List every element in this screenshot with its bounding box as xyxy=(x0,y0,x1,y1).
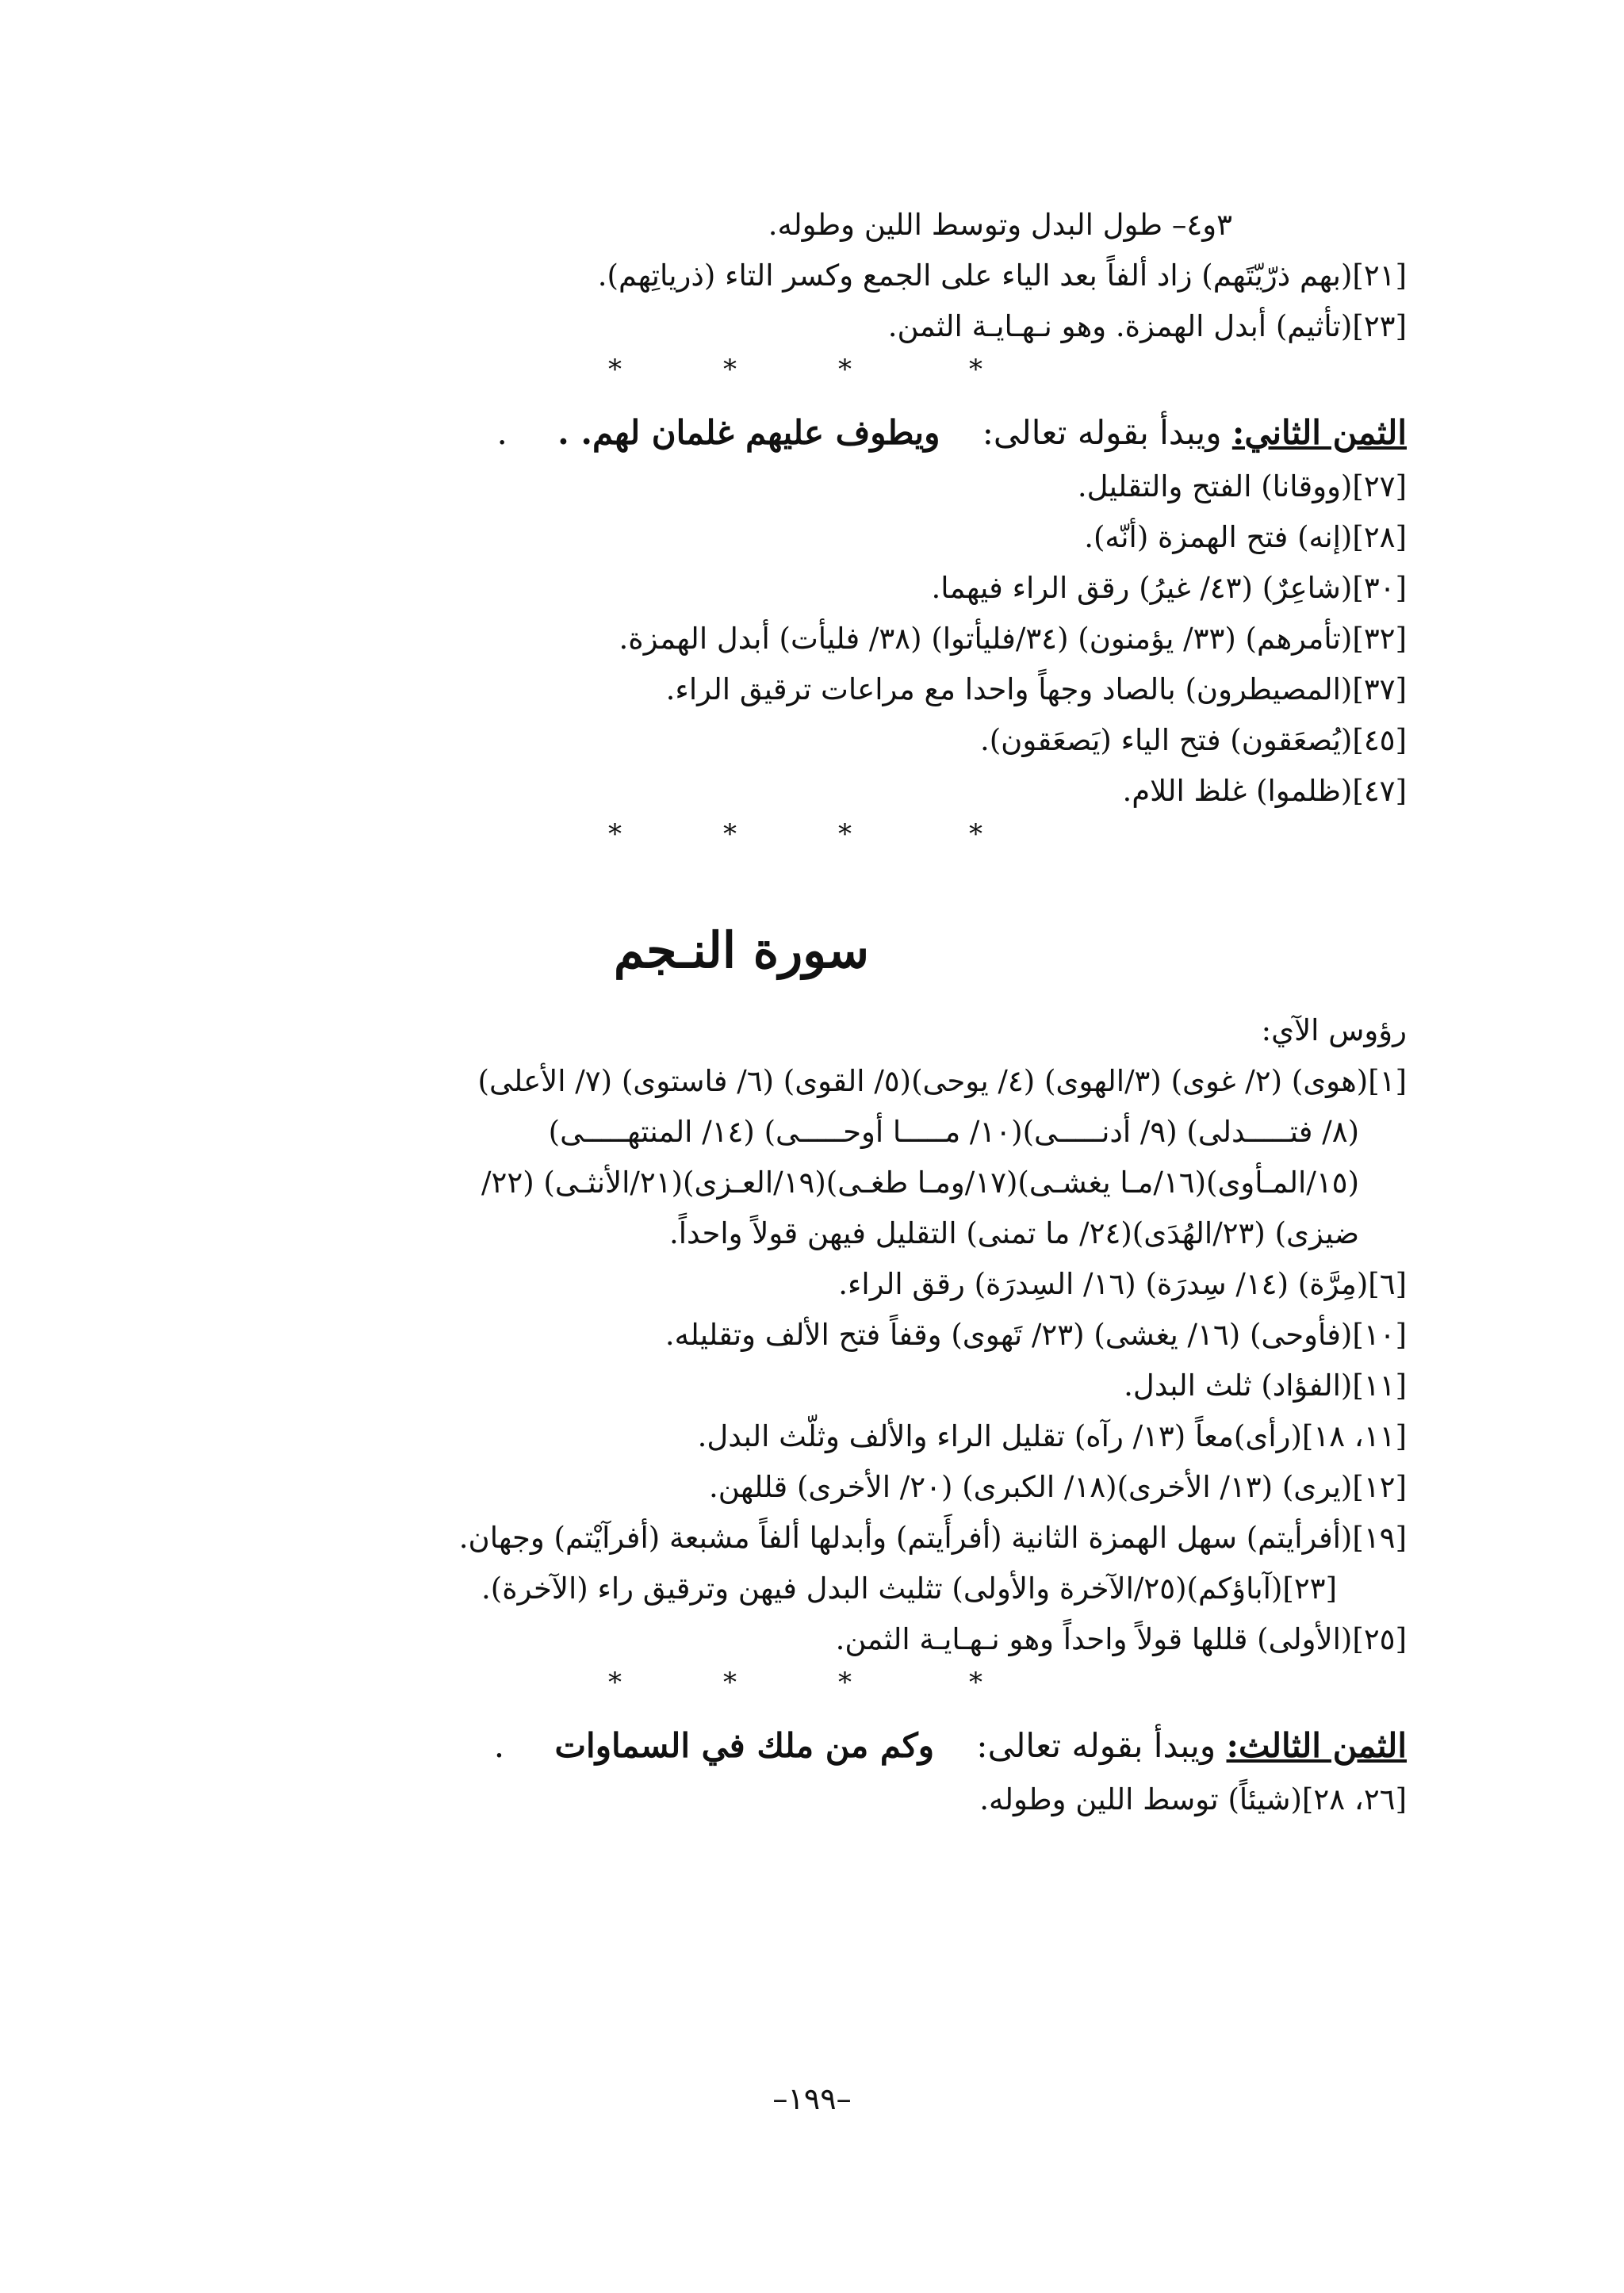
star: * xyxy=(838,1667,852,1698)
section-label: الثمن الثاني: xyxy=(1231,413,1407,452)
star-separator xyxy=(187,817,1407,852)
section-heading xyxy=(187,404,1407,461)
surah-title: سورة النـجم xyxy=(613,921,870,979)
page-number: –١٩٩– xyxy=(772,2081,852,2116)
text-line: [٦](مِرَّة) (١٤/ سِدرَة) (١٦/ السِدرَة) رقق الراء. xyxy=(838,1267,1407,1301)
text-line: [٢٧](ووقانا) الفتح والتقليل. xyxy=(1077,469,1407,503)
star: * xyxy=(608,1667,622,1698)
section-trail: . xyxy=(496,413,508,452)
star: * xyxy=(608,354,622,385)
text-line: [١](هوى) (٢/ غوى) (٣/الهوى) (٤/ يوحى)(٥/ القوى) (٦/ فاستوى) (٧/ الأعلى) xyxy=(477,1064,1407,1098)
section-intro: ويبدأ بقوله تعالى: xyxy=(976,1726,1216,1765)
text-line: [٢٥](الأولى) قللها قولاً واحداً وهو نـهـايـة الثمن. xyxy=(835,1622,1407,1656)
star: * xyxy=(723,354,737,385)
star: * xyxy=(838,818,852,850)
text-line: [٢٦، ٢٨](شيئاً) توسط اللين وطوله. xyxy=(979,1782,1407,1816)
star: * xyxy=(969,818,982,850)
star-separator xyxy=(187,1665,1407,1700)
star-separator xyxy=(187,352,1407,387)
text-line: [١٩](أفرأيتم) سهل الهمزة الثانية (أفرأَيتم) وأبدلها ألفاً مشبعة (أفرآيْتم) وجهان. xyxy=(458,1521,1407,1555)
star: * xyxy=(969,1667,982,1698)
surah-intro: رؤوس الآي: xyxy=(1261,1013,1407,1047)
text-line: ٣و٤– طول البدل وتوسط اللين وطوله. xyxy=(768,208,1232,242)
star: * xyxy=(608,818,622,850)
text-line: (٨/ فتـــــدلى) (٩/ أدنـــــى)(١٠/ مـــــا أوحـــــى) (١٤/ المنتهـــــى) xyxy=(548,1115,1359,1149)
star: * xyxy=(969,354,982,385)
page-content xyxy=(187,200,1407,1825)
text-line: [٣٠](شاعِرٌ) (٤٣/ غيرُ) رقق الراء فيهما. xyxy=(931,571,1407,605)
text-line: ضيزى) (٢٣/الهُدَى)(٢٤/ ما تمنى) التقليل فيهن قولاً واحداً. xyxy=(668,1216,1359,1250)
text-line: [١١](الفؤاد) ثلث البدل. xyxy=(1124,1369,1407,1403)
text-line: [١٠](فأوحى) (١٦/ يغشى) (٢٣/ تَهوى) وقفاً فتح الألف وتقليله. xyxy=(665,1318,1407,1352)
text-line: [٢٨](إنه) فتح الهمزة (أنّه). xyxy=(1084,520,1407,554)
text-line: [٤٧](ظلموا) غلظ اللام. xyxy=(1122,774,1407,808)
star: * xyxy=(723,1667,737,1698)
section-heading xyxy=(187,1717,1407,1774)
text-line: [٣٢](تأمرهم) (٣٣/ يؤمنون) (٣٤/فليأتوا) (٣٨/ فليأت) أبدل الهمزة. xyxy=(619,622,1407,656)
section-intro: ويبدأ بقوله تعالى: xyxy=(982,413,1222,452)
text-line: (١٥/المـأوى)(١٦/مـا يغشـى)(١٧/ومـا طغـى)(١٩/العـزى)(٢١/الأنثـى) (٢٢/ xyxy=(481,1166,1359,1200)
star: * xyxy=(838,354,852,385)
section-label: الثمن الثالث: xyxy=(1226,1726,1407,1765)
text-line: [٣٧](المصيطرون) بالصاد وجهاً واحدا مع مراعات ترقيق الراء. xyxy=(665,672,1407,706)
text-line: [٢٣](آباؤكم)(٢٥/الآخرة والأولى) تثليث البدل فيهن وترقيق راء (الآخرة). xyxy=(481,1571,1337,1606)
text-line: [١١، ١٨](رأى)معاً (١٣/ رآه) تقليل الراء والألف وثلّث البدل. xyxy=(697,1419,1407,1453)
text-line: [٢٣](تأثيم) أبدل الهمزة. وهو نـهـايـة الثمن. xyxy=(887,309,1407,343)
section-verse: وكم من ملك في السماوات xyxy=(554,1726,935,1765)
star: * xyxy=(723,818,737,850)
section-verse: ويطوف عليهم غلمان لهم. . xyxy=(557,413,940,452)
section-trail: . xyxy=(493,1726,505,1765)
text-line: [٤٥](يُصعَقون) فتح الياء (يَصعَقون). xyxy=(979,723,1407,757)
text-line: [١٢](يرى) (١٣/ الأخرى)(١٨/ الكبرى) (٢٠/ الأخرى) قللهن. xyxy=(709,1470,1407,1504)
text-line: [٢١](بهم ذرّيّتَهم) زاد ألفاً بعد الياء على الجمع وكسر التاء (ذرياتِهم). xyxy=(597,258,1407,293)
